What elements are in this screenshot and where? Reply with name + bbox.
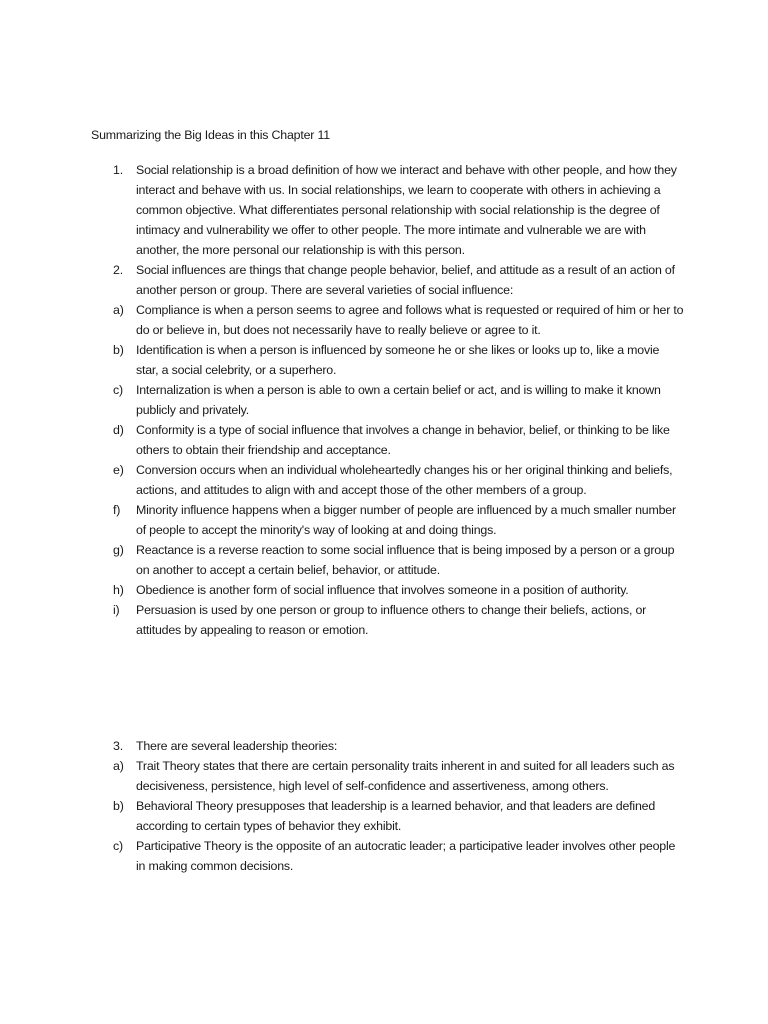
- list-item-text: Minority influence happens when a bigger number of people are influenced by a much smaller number of people to accept the minority's way of looking at and doing things.: [136, 503, 676, 537]
- list-item-text: Reactance is a reverse reaction to some social influence that is being imposed by a person or a group on another to accept a certain belief, behavior, or attitude.: [136, 543, 675, 577]
- list-item: [0, 600, 768, 640]
- list-item: [0, 500, 768, 540]
- list-item-marker: 2.: [113, 263, 123, 277]
- big-ideas-list: [0, 160, 768, 640]
- list-item: [0, 300, 768, 340]
- list-item-text: There are several leadership theories:: [136, 739, 338, 753]
- list-item-marker: g): [113, 543, 124, 557]
- list-item-marker: c): [113, 383, 123, 397]
- list-item: [0, 836, 768, 876]
- list-item-text: Trait Theory states that there are certain personality traits inherent in and suited for all leaders such as decisiveness, persistence, high level of self-confidence and assertiveness, among others.: [136, 759, 675, 793]
- list-item-marker: b): [113, 799, 124, 813]
- list-item-text: Conformity is a type of social influence that involves a change in behavior, belief, or thinking to be like others to obtain their friendship and acceptance.: [136, 423, 670, 457]
- list-item-text: Persuasion is used by one person or group to influence others to change their beliefs, actions, or attitudes by appealing to reason or emotion.: [136, 603, 647, 637]
- list-item-text: Social influences are things that change people behavior, belief, and attitude as a result of an action of another person or group. There are several varieties of social influence:: [136, 263, 675, 297]
- list-item-marker: a): [113, 303, 124, 317]
- list-item: [0, 340, 768, 380]
- list-item: [0, 580, 768, 600]
- list-item: [0, 756, 768, 796]
- list-item-text: Identification is when a person is influenced by someone he or she likes or looks up to, like a movie star, a social celebrity, or a superhero.: [136, 343, 660, 377]
- list-item: [0, 540, 768, 580]
- list-item-text: Compliance is when a person seems to agree and follows what is requested or required of him or her to do or believe in, but does not necessarily have to really believe or agree to it.: [136, 303, 684, 337]
- list-item: [0, 796, 768, 836]
- document-title: Summarizing the Big Ideas in this Chapter 11: [91, 128, 330, 142]
- list-item-marker: a): [113, 759, 124, 773]
- list-item-marker: i): [113, 603, 120, 617]
- list-item: [0, 420, 768, 460]
- list-item-marker: d): [113, 423, 124, 437]
- leadership-theories-list: [0, 736, 768, 876]
- list-item-text: Internalization is when a person is able to own a certain belief or act, and is willing to make it known publicly and privately.: [136, 383, 661, 417]
- list-item-text: Behavioral Theory presupposes that leadership is a learned behavior, and that leaders are defined according to certain types of behavior they exhibit.: [136, 799, 656, 833]
- list-item-text: Social relationship is a broad definition of how we interact and behave with other people, and how they interact and behave with us. In social relationships, we learn to cooperate with others in achieving a common objective. What differentiates personal relationship with social relationship is the degree of intimacy and vulnerability we offer to other people. The more intimate and vulnerable we are with another, the more personal our relationship is with this person.: [136, 163, 677, 257]
- list-item-marker: e): [113, 463, 124, 477]
- list-item-text: Conversion occurs when an individual wholeheartedly changes his or her original thinking and beliefs, actions, and attitudes to align with and accept those of the other members of a group.: [136, 463, 673, 497]
- list-item-marker: b): [113, 343, 124, 357]
- list-item-marker: h): [113, 583, 124, 597]
- list-item-text: Participative Theory is the opposite of an autocratic leader; a participative leader involves other people in making common decisions.: [136, 839, 676, 873]
- list-item-text: Obedience is another form of social influence that involves someone in a position of authority.: [136, 583, 629, 597]
- list-item-marker: f): [113, 503, 121, 517]
- list-item: [0, 460, 768, 500]
- list-item-marker: 3.: [113, 739, 123, 753]
- list-item: [0, 736, 768, 756]
- list-item-marker: c): [113, 839, 123, 853]
- list-item: [0, 160, 768, 260]
- list-item: [0, 260, 768, 300]
- list-item: [0, 380, 768, 420]
- list-item-marker: 1.: [113, 163, 123, 177]
